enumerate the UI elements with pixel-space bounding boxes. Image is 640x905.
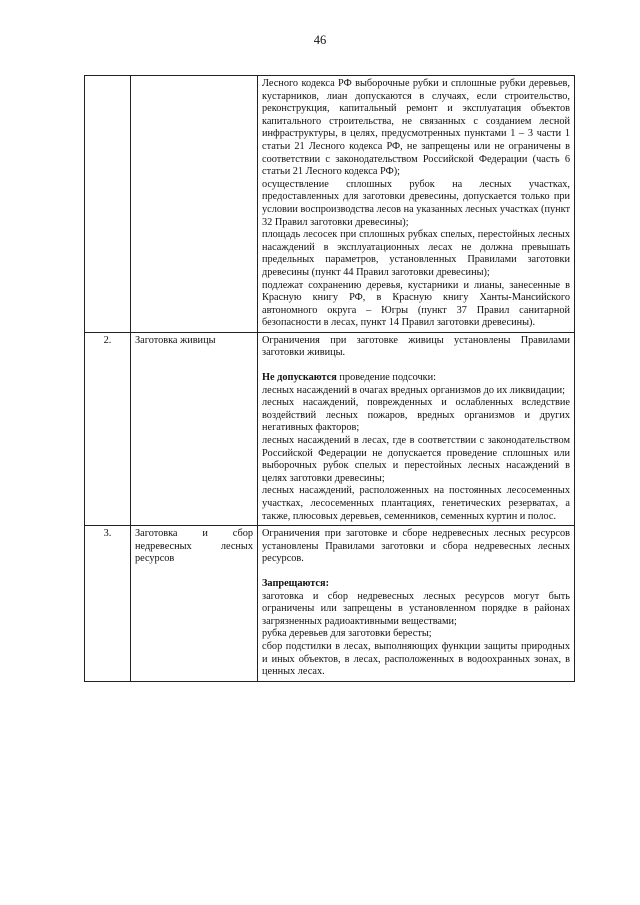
list-item: лесных насаждений, расположенных на постоянных лесосеменных участках, лесосеменных плантациях, генетических резерватах, а также, плюсовых деревьев, семенников, семенных куртин и полос. [262, 485, 570, 522]
paragraph: Лесного кодекса РФ выборочные рубки и сплошные рубки деревьев, кустарников, лиан допускаются в случаях, если строительство, реконструкция, капитальный ремонт и эксплуатация объектов капитального строительства, не связанных с созданием лесной инфраструктуры, в целях, предусмотренных пунктами 1 – 3 части 1 статьи 21 Лесного кодекса РФ, не запрещены или не ограничены в соответствии с законодательством Российской Федерации (часть 6 статьи 21 Лесного кодекса РФ); [262, 78, 570, 178]
list-item: сбор подстилки в лесах, выполняющих функции защиты природных и иных объектов, в лесах, расположенных в водоохранных зонах, в ценных лесах. [262, 640, 570, 678]
lead-paragraph [262, 372, 570, 385]
paragraph: площадь лесосек при сплошных рубках спелых, перестойных лесных насаждений в эксплуатационных лесах не должна превышать предельных параметров, установленных Правилами заготовки древесины (пункт 44 Правил заготовки древесины); [262, 229, 570, 278]
restriction-text-cell [258, 526, 575, 682]
list-item: заготовка и сбор недревесных лесных ресурсов могут быть ограничены или запрещены в установленном порядке в районах загрязненных радиоактивными веществами; [262, 590, 570, 627]
list-item: лесных насаждений в очагах вредных организмов до их ликвидации; [262, 384, 566, 396]
activity-name-cell: Заготовка и сбор недревесных лесных ресурсов [131, 526, 258, 682]
restriction-text-cell [258, 332, 575, 525]
row-number-cell: 2. [85, 332, 131, 525]
activity-name-cell: Заготовка живицы [131, 332, 258, 525]
table-row-continuation [85, 76, 575, 333]
intro-paragraph: Ограничения при заготовке живицы установлены Правилами заготовки живицы. [262, 334, 570, 359]
activity-name-cell [131, 76, 258, 333]
restrictions-table [84, 75, 575, 682]
bold-lead: Запрещаются: [262, 577, 330, 589]
bold-lead: Не допускаются [262, 372, 337, 384]
page-number: 46 [313, 33, 327, 47]
paragraph: подлежат сохранению деревья, кустарники и лианы, занесенные в Красную книгу РФ, в Красную книгу Ханты-Мансийского автономного округа – Югры (пункт 37 Правил санитарной безопасности в лесах, пункт 14 Правил заготовки древесины). [262, 279, 570, 329]
restriction-text-cell [258, 76, 575, 333]
table-row-3 [85, 526, 575, 682]
row-number-cell: 3. [85, 526, 131, 682]
table-row-2 [85, 332, 575, 525]
list-item: лесных насаждений в лесах, где в соответствии с законодательством Российской Федерации не допускается проведение сплошных или выборочных рубок спелых и перестойных лесных насаждений в целях заготовки древесины; [262, 435, 570, 484]
paragraph: осуществление сплошных рубок на лесных участках, предоставленных для заготовки древесины, допускается только при условии воспроизводства лесов на указанных лесных участках (пункт 32 Правил заготовки древесины); [262, 178, 570, 228]
lead-rest: проведение подсочки: [336, 372, 437, 384]
list-item: рубка деревьев для заготовки бересты; [262, 628, 432, 640]
lead-paragraph [262, 578, 570, 591]
row-number-cell [85, 76, 131, 333]
intro-paragraph: Ограничения при заготовке и сборе недревесных лесных ресурсов установлены Правилами заготовки и сбора недревесных лесных ресурсов. [262, 528, 570, 565]
list-item: лесных насаждений, поврежденных и ослабленных вследствие воздействий лесных пожаров, вредных организмов и других негативных факторов; [262, 397, 570, 434]
